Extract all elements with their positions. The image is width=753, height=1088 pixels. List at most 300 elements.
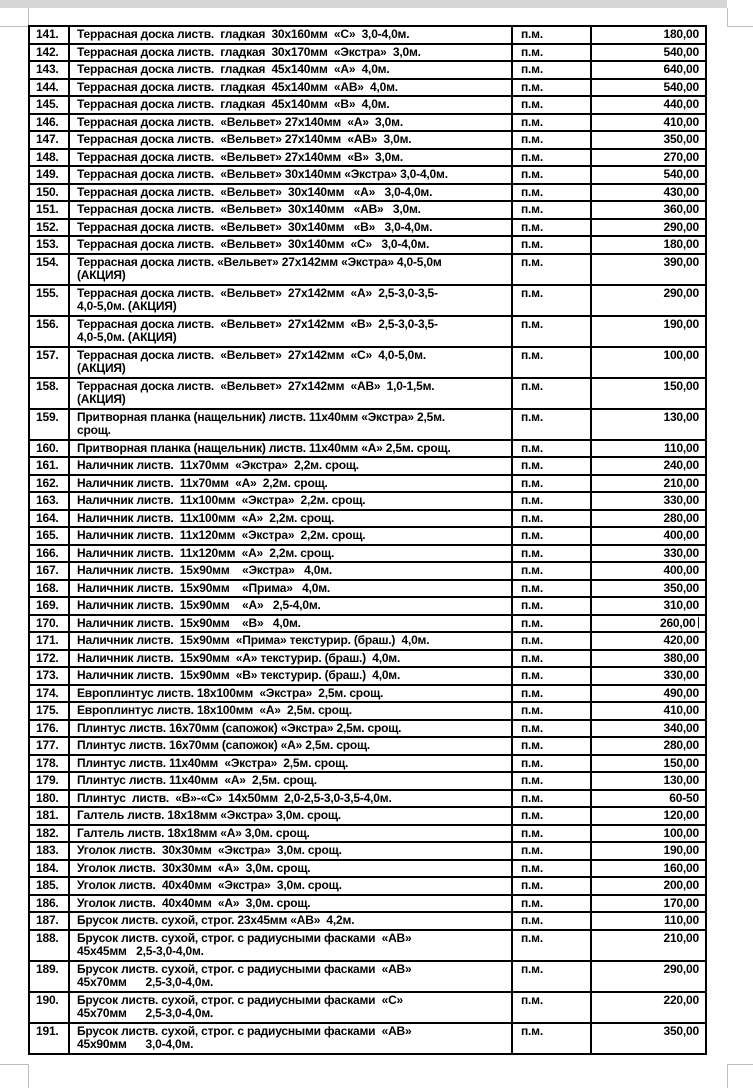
description-cell[interactable]	[69, 149, 512, 167]
table-row	[29, 475, 706, 493]
price-cell[interactable]: 350,00	[591, 580, 706, 598]
unit-cell[interactable]: п.м.	[512, 347, 591, 378]
price-cell[interactable]: 190,00	[591, 316, 706, 347]
margin-crop-mark-top-right	[727, 8, 753, 27]
row-number-cell[interactable]: 190.	[29, 992, 69, 1023]
row-number-cell[interactable]: 155.	[29, 285, 69, 316]
price-cell[interactable]: 280,00	[591, 737, 706, 755]
table-row	[29, 96, 706, 114]
unit-cell[interactable]: п.м.	[512, 440, 591, 458]
table-row	[29, 597, 706, 615]
unit-cell[interactable]: п.м.	[512, 807, 591, 825]
price-cell[interactable]: 400,00	[591, 562, 706, 580]
description-line: Брусок листв. сухой, строг. 23х45мм «АВ» 4,2м.	[77, 914, 355, 927]
row-number-cell[interactable]: 167.	[29, 562, 69, 580]
description-line-2: 45х70мм 2,5-3,0-4,0м.	[77, 1007, 214, 1020]
row-number-cell[interactable]: 175.	[29, 702, 69, 720]
row-number-cell[interactable]: 174.	[29, 685, 69, 703]
price-cell[interactable]: 440,00	[591, 96, 706, 114]
row-number-cell[interactable]: 183.	[29, 842, 69, 860]
price-cell[interactable]: 260,00	[591, 615, 706, 633]
table-row	[29, 961, 706, 992]
description-line: Террасная доска листв. гладкая 45х140мм «А» 4,0м.	[77, 63, 390, 76]
price-cell[interactable]: 160,00	[591, 860, 706, 878]
table-row	[29, 895, 706, 913]
row-number-cell[interactable]: 146.	[29, 114, 69, 132]
unit-cell[interactable]: п.м.	[512, 755, 591, 773]
description-cell[interactable]	[69, 992, 512, 1023]
table-row	[29, 807, 706, 825]
table-row	[29, 1023, 706, 1054]
price-cell[interactable]: 430,00	[591, 184, 706, 202]
table-row	[29, 510, 706, 528]
price-cell[interactable]: 170,00	[591, 895, 706, 913]
price-cell[interactable]: 60-50	[591, 790, 706, 808]
description-cell[interactable]	[69, 702, 512, 720]
description-cell[interactable]	[69, 545, 512, 563]
row-number-cell[interactable]: 159.	[29, 409, 69, 440]
description-cell[interactable]	[69, 114, 512, 132]
price-cell[interactable]: 330,00	[591, 545, 706, 563]
description-line: Плинтус листв. 16х70мм (сапожок) «А» 2,5м. срощ.	[77, 739, 371, 752]
description-cell[interactable]	[69, 61, 512, 79]
description-cell[interactable]	[69, 96, 512, 114]
table-row	[29, 457, 706, 475]
description-line-2: 4,0-5,0м. (АКЦИЯ)	[77, 300, 177, 313]
price-cell[interactable]: 290,00	[591, 285, 706, 316]
description-cell[interactable]	[69, 347, 512, 378]
description-line-2: 45х90мм 3,0-4,0м.	[77, 1038, 194, 1051]
price-cell[interactable]: 290,00	[591, 961, 706, 992]
row-number-cell[interactable]: 179.	[29, 772, 69, 790]
price-cell[interactable]: 120,00	[591, 807, 706, 825]
unit-cell[interactable]: п.м.	[512, 772, 591, 790]
table-row	[29, 149, 706, 167]
description-cell[interactable]	[69, 685, 512, 703]
table-row	[29, 61, 706, 79]
row-number-cell[interactable]: 152.	[29, 219, 69, 237]
price-cell[interactable]: 150,00	[591, 378, 706, 409]
table-row	[29, 545, 706, 563]
row-number-cell[interactable]: 145.	[29, 96, 69, 114]
table-row	[29, 702, 706, 720]
description-line: Наличник листв. 11х120мм «А» 2,2м. срощ.	[77, 546, 335, 560]
description-line: Наличник листв. 15х90мм «В» 4,0м.	[77, 616, 301, 630]
description-cell[interactable]	[69, 44, 512, 62]
description-line: Террасная доска листв. «Вельвет» 27х142мм «А» 2,5-3,0-3,5-	[77, 286, 438, 300]
description-cell[interactable]	[69, 562, 512, 580]
unit-cell[interactable]: п.м.	[512, 61, 591, 79]
unit-cell[interactable]: п.м.	[512, 737, 591, 755]
unit-cell[interactable]: п.м.	[512, 79, 591, 97]
table-row	[29, 615, 706, 633]
price-cell[interactable]: 240,00	[591, 457, 706, 475]
price-cell[interactable]: 130,00	[591, 772, 706, 790]
row-number-cell[interactable]: 165.	[29, 527, 69, 545]
price-cell[interactable]: 350,00	[591, 131, 706, 149]
description-cell[interactable]	[69, 492, 512, 510]
description-line: Террасная доска листв. гладкая 30х170мм «Экстра» 3,0м.	[77, 45, 421, 59]
description-cell[interactable]	[69, 650, 512, 668]
price-cell[interactable]: 330,00	[591, 492, 706, 510]
row-number-cell[interactable]: 191.	[29, 1023, 69, 1054]
price-cell[interactable]: 280,00	[591, 510, 706, 528]
table-row	[29, 860, 706, 878]
unit-cell[interactable]: п.м.	[512, 409, 591, 440]
row-number-cell[interactable]: 157.	[29, 347, 69, 378]
row-number-cell[interactable]: 147.	[29, 131, 69, 149]
description-cell[interactable]	[69, 254, 512, 285]
description-line: Террасная доска листв. «Вельвет» 27х142мм «АВ» 1,0-1,5м.	[77, 379, 435, 393]
unit-cell[interactable]: п.м.	[512, 492, 591, 510]
description-line: Террасная доска листв. «Вельвет» 27х140мм «АВ» 3,0м.	[77, 133, 412, 146]
description-cell[interactable]	[69, 236, 512, 254]
row-number-cell[interactable]: 184.	[29, 860, 69, 878]
description-line: Плинтус листв. 16х70мм (сапожок) «Экстра» 2,5м. срощ.	[77, 721, 402, 735]
unit-cell[interactable]: п.м.	[512, 166, 591, 184]
unit-cell[interactable]: п.м.	[512, 545, 591, 563]
price-cell[interactable]: 380,00	[591, 650, 706, 668]
price-cell[interactable]: 360,00	[591, 201, 706, 219]
description-cell[interactable]	[69, 201, 512, 219]
description-line: Притворная планка (нащельник) листв. 11х40мм «А» 2,5м. срощ.	[77, 441, 451, 455]
unit-cell[interactable]: п.м.	[512, 44, 591, 62]
price-cell[interactable]: 490,00	[591, 685, 706, 703]
row-number-cell[interactable]: 173.	[29, 667, 69, 685]
description-line-2: 4,0-5,0м. (АКЦИЯ)	[77, 331, 177, 344]
unit-cell[interactable]: п.м.	[512, 254, 591, 285]
description-cell[interactable]	[69, 409, 512, 440]
description-cell[interactable]	[69, 440, 512, 458]
description-cell[interactable]	[69, 930, 512, 961]
description-cell[interactable]	[69, 720, 512, 738]
table-row	[29, 842, 706, 860]
unit-cell[interactable]: п.м.	[512, 527, 591, 545]
description-cell[interactable]	[69, 790, 512, 808]
unit-cell[interactable]: п.м.	[512, 114, 591, 132]
description-cell[interactable]	[69, 285, 512, 316]
table-row	[29, 772, 706, 790]
table-row	[29, 378, 706, 409]
description-cell[interactable]	[69, 457, 512, 475]
row-number-cell[interactable]: 168.	[29, 580, 69, 598]
description-cell[interactable]	[69, 597, 512, 615]
unit-cell[interactable]: п.м.	[512, 615, 591, 633]
unit-cell[interactable]: п.м.	[512, 825, 591, 843]
description-line-2: 45х70мм 2,5-3,0-4,0м.	[77, 976, 214, 989]
unit-cell[interactable]: п.м.	[512, 236, 591, 254]
row-number-cell[interactable]: 164.	[29, 510, 69, 528]
unit-cell[interactable]: п.м.	[512, 877, 591, 895]
unit-cell[interactable]: п.м.	[512, 1023, 591, 1054]
row-number-cell[interactable]: 163.	[29, 492, 69, 510]
row-number-cell[interactable]: 162.	[29, 475, 69, 493]
row-number-cell[interactable]: 148.	[29, 149, 69, 167]
row-number-cell[interactable]: 150.	[29, 184, 69, 202]
description-cell[interactable]	[69, 667, 512, 685]
row-number-cell[interactable]: 153.	[29, 236, 69, 254]
description-line: Наличник листв. 11х100мм «А» 2,2м. срощ.	[77, 511, 335, 525]
description-cell[interactable]	[69, 772, 512, 790]
unit-cell[interactable]: п.м.	[512, 860, 591, 878]
unit-cell[interactable]: п.м.	[512, 992, 591, 1023]
price-cell[interactable]: 540,00	[591, 44, 706, 62]
table-row	[29, 166, 706, 184]
price-cell[interactable]: 540,00	[591, 166, 706, 184]
price-cell[interactable]: 100,00	[591, 825, 706, 843]
margin-crop-mark-bottom-left	[0, 1064, 29, 1088]
unit-cell[interactable]: п.м.	[512, 912, 591, 930]
price-cell[interactable]: 400,00	[591, 527, 706, 545]
unit-cell[interactable]: п.м.	[512, 685, 591, 703]
description-line: Наличник листв. 11х120мм «Экстра» 2,2м. срощ.	[77, 529, 366, 542]
price-cell[interactable]: 210,00	[591, 930, 706, 961]
unit-cell[interactable]: п.м.	[512, 184, 591, 202]
row-number-cell[interactable]: 151.	[29, 201, 69, 219]
price-cell[interactable]: 350,00	[591, 1023, 706, 1054]
row-number-cell[interactable]: 172.	[29, 650, 69, 668]
price-cell[interactable]: 340,00	[591, 720, 706, 738]
unit-cell[interactable]: п.м.	[512, 562, 591, 580]
description-line: Галтель листв. 18х18мм «Экстра» 3,0м. срощ.	[77, 809, 341, 822]
table-row	[29, 877, 706, 895]
description-line: Уголок листв. 30х30мм «А» 3,0м. срощ.	[77, 861, 311, 875]
row-number-cell[interactable]: 142.	[29, 44, 69, 62]
description-cell[interactable]	[69, 877, 512, 895]
row-number-cell[interactable]: 186.	[29, 895, 69, 913]
description-cell[interactable]	[69, 378, 512, 409]
price-cell[interactable]: 150,00	[591, 755, 706, 773]
row-number-cell[interactable]: 171.	[29, 632, 69, 650]
unit-cell[interactable]: п.м.	[512, 475, 591, 493]
description-line: Террасная доска листв. «Вельвет» 27х142мм «С» 4,0-5,0м.	[77, 348, 426, 362]
description-cell[interactable]	[69, 615, 512, 633]
row-number-cell[interactable]: 176.	[29, 720, 69, 738]
price-cell[interactable]: 110,00	[591, 440, 706, 458]
description-line: Наличник листв. 15х90мм «В» текстурир. (браш.) 4,0м.	[77, 669, 401, 682]
description-line-2: 45х45мм 2,5-3,0-4,0м.	[77, 945, 204, 958]
description-cell[interactable]	[69, 737, 512, 755]
price-cell[interactable]: 100,00	[591, 347, 706, 378]
price-table-body	[29, 26, 706, 1054]
description-line: Брусок листв. сухой, строг. с радиусными фасками «АВ»	[77, 1024, 412, 1038]
table-row	[29, 720, 706, 738]
unit-cell[interactable]: п.м.	[512, 510, 591, 528]
row-number-cell[interactable]: 188.	[29, 930, 69, 961]
unit-cell[interactable]: п.м.	[512, 149, 591, 167]
price-cell[interactable]: 540,00	[591, 79, 706, 97]
table-row	[29, 580, 706, 598]
price-cell[interactable]: 130,00	[591, 409, 706, 440]
row-number-cell[interactable]: 178.	[29, 755, 69, 773]
row-number-cell[interactable]: 177.	[29, 737, 69, 755]
description-line: Террасная доска листв. «Вельвет» 27х142мм «Экстра» 4,0-5,0м	[77, 255, 442, 269]
price-cell[interactable]: 190,00	[591, 842, 706, 860]
description-cell[interactable]	[69, 632, 512, 650]
description-line: Плинтус листв. 11х40мм «А» 2,5м. срощ.	[77, 774, 317, 787]
row-number-cell[interactable]: 170.	[29, 615, 69, 633]
price-list-table	[28, 25, 707, 1055]
table-row	[29, 44, 706, 62]
table-row	[29, 912, 706, 930]
table-row	[29, 79, 706, 97]
price-cell[interactable]: 410,00	[591, 114, 706, 132]
row-number-cell[interactable]: 166.	[29, 545, 69, 563]
table-row	[29, 930, 706, 961]
unit-cell[interactable]: п.м.	[512, 790, 591, 808]
description-cell[interactable]	[69, 527, 512, 545]
price-cell[interactable]: 210,00	[591, 475, 706, 493]
table-row	[29, 790, 706, 808]
description-cell[interactable]	[69, 79, 512, 97]
table-row	[29, 114, 706, 132]
unit-cell[interactable]: п.м.	[512, 316, 591, 347]
price-cell[interactable]: 180,00	[591, 236, 706, 254]
price-cell[interactable]: 330,00	[591, 667, 706, 685]
table-row	[29, 632, 706, 650]
description-line: Террасная доска листв. «Вельвет» 30х140мм «В» 3,0-4,0м.	[77, 220, 433, 234]
row-number-cell[interactable]: 181.	[29, 807, 69, 825]
description-cell[interactable]	[69, 860, 512, 878]
price-cell[interactable]: 110,00	[591, 912, 706, 930]
row-number-cell[interactable]: 154.	[29, 254, 69, 285]
price-cell[interactable]: 410,00	[591, 702, 706, 720]
description-line-2: (АКЦИЯ)	[77, 362, 126, 375]
table-row	[29, 755, 706, 773]
table-row	[29, 685, 706, 703]
description-line: Террасная доска листв. гладкая 30х160мм «С» 3,0-4,0м.	[77, 28, 410, 41]
description-line: Притворная планка (нащельник) листв. 11х40мм «Экстра» 2,5м.	[77, 410, 445, 424]
unit-cell[interactable]: п.м.	[512, 597, 591, 615]
unit-cell[interactable]: п.м.	[512, 632, 591, 650]
unit-cell[interactable]: п.м.	[512, 285, 591, 316]
table-row	[29, 492, 706, 510]
row-number-cell[interactable]: 169.	[29, 597, 69, 615]
description-line-2: (АКЦИЯ)	[77, 269, 126, 282]
description-line: Террасная доска листв. «Вельвет» 30х140мм «Экстра» 3,0-4,0м.	[77, 168, 448, 181]
table-row	[29, 26, 706, 44]
unit-cell[interactable]: п.м.	[512, 580, 591, 598]
table-row	[29, 992, 706, 1023]
price-cell[interactable]: 640,00	[591, 61, 706, 79]
row-number-cell[interactable]: 161.	[29, 457, 69, 475]
table-row	[29, 409, 706, 440]
margin-crop-mark-top-left	[0, 8, 29, 27]
row-number-cell[interactable]: 144.	[29, 79, 69, 97]
price-cell[interactable]: 270,00	[591, 149, 706, 167]
description-line: Плинтус листв. «В»-«С» 14х50мм 2,0-2,5-3,0-3,5-4,0м.	[77, 791, 392, 805]
price-cell[interactable]: 180,00	[591, 26, 706, 44]
unit-cell[interactable]: п.м.	[512, 720, 591, 738]
description-line: Брусок листв. сухой, строг. с радиусными фасками «С»	[77, 993, 404, 1007]
price-cell[interactable]: 290,00	[591, 219, 706, 237]
description-cell[interactable]	[69, 912, 512, 930]
unit-cell[interactable]: п.м.	[512, 842, 591, 860]
description-line: Галтель листв. 18х18мм «А» 3,0м. срощ.	[77, 826, 310, 840]
description-line-2: срощ.	[77, 424, 111, 437]
text-cursor	[698, 617, 700, 628]
unit-cell[interactable]: п.м.	[512, 650, 591, 668]
description-line: Европлинтус листв. 18х100мм «Экстра» 2,5м. срощ.	[77, 686, 384, 700]
description-line: Наличник листв. 15х90мм «Прима» 4,0м.	[77, 581, 331, 595]
price-cell[interactable]: 220,00	[591, 992, 706, 1023]
table-row	[29, 219, 706, 237]
unit-cell[interactable]: п.м.	[512, 702, 591, 720]
description-cell[interactable]	[69, 807, 512, 825]
description-cell[interactable]	[69, 825, 512, 843]
unit-cell[interactable]: п.м.	[512, 131, 591, 149]
description-line: Плинтус листв. 11х40мм «Экстра» 2,5м. срощ.	[77, 756, 349, 770]
unit-cell[interactable]: п.м.	[512, 26, 591, 44]
unit-cell[interactable]: п.м.	[512, 667, 591, 685]
description-line: Террасная доска листв. «Вельвет» 27х140мм «В» 3,0м.	[77, 150, 403, 164]
row-number-cell[interactable]: 189.	[29, 961, 69, 992]
description-cell[interactable]	[69, 580, 512, 598]
description-cell[interactable]	[69, 316, 512, 347]
row-number-cell[interactable]: 182.	[29, 825, 69, 843]
row-number-cell[interactable]: 185.	[29, 877, 69, 895]
row-number-cell[interactable]: 149.	[29, 166, 69, 184]
unit-cell[interactable]: п.м.	[512, 961, 591, 992]
description-cell[interactable]	[69, 755, 512, 773]
unit-cell[interactable]: п.м.	[512, 201, 591, 219]
table-row	[29, 347, 706, 378]
row-number-cell[interactable]: 156.	[29, 316, 69, 347]
description-line: Наличник листв. 11х70мм «А» 2,2м. срощ.	[77, 476, 328, 490]
margin-crop-mark-bottom-right	[727, 1064, 753, 1088]
description-line: Наличник листв. 15х90мм «Экстра» 4,0м.	[77, 564, 333, 577]
unit-cell[interactable]: п.м.	[512, 378, 591, 409]
unit-cell[interactable]: п.м.	[512, 930, 591, 961]
row-number-cell[interactable]: 160.	[29, 440, 69, 458]
description-cell[interactable]	[69, 475, 512, 493]
table-row	[29, 131, 706, 149]
description-cell[interactable]	[69, 26, 512, 44]
description-cell[interactable]	[69, 895, 512, 913]
description-line: Уголок листв. 40х40мм «А» 3,0м. срощ.	[77, 896, 311, 910]
description-cell[interactable]	[69, 131, 512, 149]
description-cell[interactable]	[69, 166, 512, 184]
price-cell[interactable]: 200,00	[591, 877, 706, 895]
price-cell[interactable]: 310,00	[591, 597, 706, 615]
table-row	[29, 201, 706, 219]
description-cell[interactable]	[69, 510, 512, 528]
description-cell[interactable]	[69, 1023, 512, 1054]
table-row	[29, 440, 706, 458]
unit-cell[interactable]: п.м.	[512, 457, 591, 475]
price-cell[interactable]: 390,00	[591, 254, 706, 285]
row-number-cell[interactable]: 158.	[29, 378, 69, 409]
table-row	[29, 316, 706, 347]
row-number-cell[interactable]: 143.	[29, 61, 69, 79]
unit-cell[interactable]: п.м.	[512, 895, 591, 913]
description-line: Террасная доска листв. гладкая 45х140мм «В» 4,0м.	[77, 98, 390, 111]
description-line: Террасная доска листв. «Вельвет» 27х140мм «А» 3,0м.	[77, 115, 403, 129]
unit-cell[interactable]: п.м.	[512, 96, 591, 114]
description-cell[interactable]	[69, 842, 512, 860]
description-line: Брусок листв. сухой, строг. с радиусными фасками «АВ»	[77, 931, 412, 945]
price-cell[interactable]: 420,00	[591, 632, 706, 650]
description-line: Европлинтус листв. 18х100мм «А» 2,5м. срощ.	[77, 704, 352, 717]
description-cell[interactable]	[69, 184, 512, 202]
row-number-cell[interactable]: 141.	[29, 26, 69, 44]
row-number-cell[interactable]: 187.	[29, 912, 69, 930]
description-cell[interactable]	[69, 219, 512, 237]
row-number-cell[interactable]: 180.	[29, 790, 69, 808]
description-line: Наличник листв. 11х100мм «Экстра» 2,2м. срощ.	[77, 494, 366, 507]
unit-cell[interactable]: п.м.	[512, 219, 591, 237]
description-cell[interactable]	[69, 961, 512, 992]
